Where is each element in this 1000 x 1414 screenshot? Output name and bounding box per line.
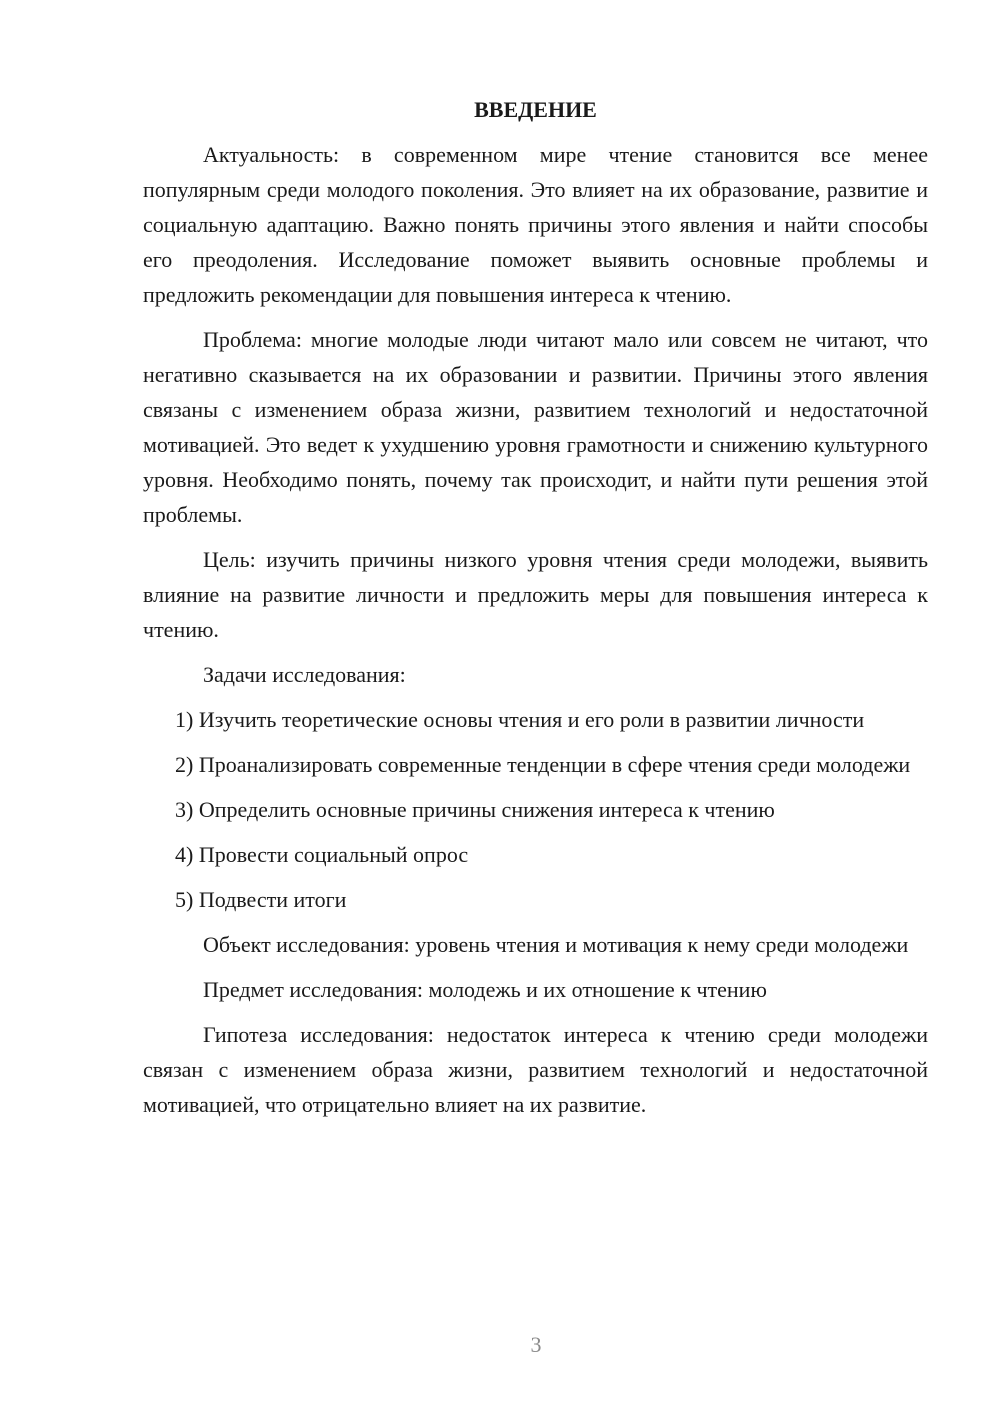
tasks-heading: Задачи исследования: — [203, 662, 406, 687]
object-paragraph: Объект исследования: уровень чтения и мотивация к нему среди молодежи — [203, 932, 909, 957]
task-item-3: 3) Определить основные причины снижения интереса к чтению — [175, 797, 775, 822]
goal-paragraph: Цель: изучить причины низкого уровня чтения среди молодежи, выявить влияние на развитие личности и предложить меры для повышения интереса к чтению. — [143, 547, 928, 642]
task-item-1: 1) Изучить теоретические основы чтения и его роли в развитии личности — [175, 707, 865, 732]
task-item-5: 5) Подвести итоги — [175, 887, 347, 912]
task-item-4: 4) Провести социальный опрос — [175, 842, 469, 867]
task-item-2: 2) Проанализировать современные тенденции в сфере чтения среди молодежи — [175, 752, 911, 777]
relevance-paragraph: Актуальность: в современном мире чтение становится все менее популярным среди молодого поколения. Это влияет на их образование, развитие и социальную адаптацию. Важно понять причины этого явления и найти способы его преодоления. Исследование поможет выявить основные проблемы и предложить рекомендации для повышения интереса к чтению. — [143, 142, 928, 307]
subject-paragraph: Предмет исследования: молодежь и их отношение к чтению — [203, 977, 767, 1002]
document-page — [143, 92, 928, 1132]
page-number: 3 — [530, 1332, 542, 1357]
problem-paragraph: Проблема: многие молодые люди читают мало или совсем не читают, что негативно сказывается на их образовании и развитии. Причины этого явления связаны с изменением образа жизни, развитием технологий и недостаточной мотивацией. Это ведет к ухудшению уровня грамотности и снижению культурного уровня. Необходимо понять, почему так происходит, и найти пути решения этой проблемы. — [143, 327, 928, 527]
document-title: ВВЕДЕНИЕ — [474, 97, 597, 122]
hypothesis-paragraph: Гипотеза исследования: недостаток интереса к чтению среди молодежи связан с изменением образа жизни, развитием технологий и недостаточной мотивацией, что отрицательно влияет на их развитие. — [143, 1022, 928, 1117]
